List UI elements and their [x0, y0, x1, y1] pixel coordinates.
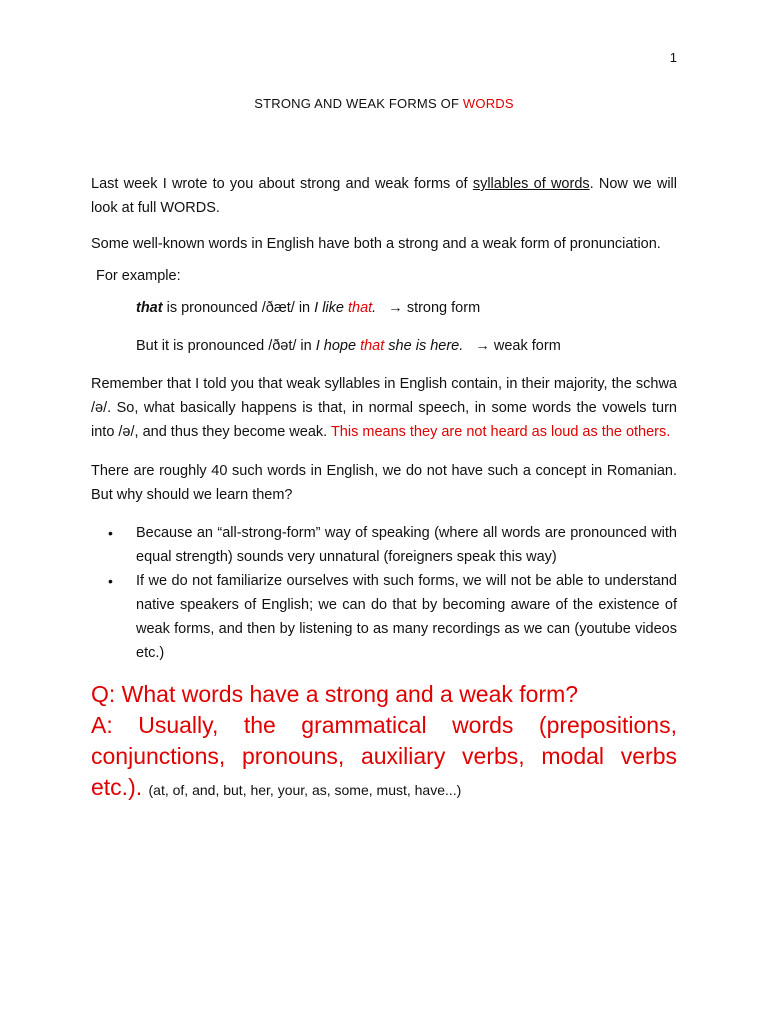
example-strong	[136, 296, 677, 320]
paragraph-definition: Some well-known words in English have both a strong and a weak form of pronunciation.	[91, 236, 661, 252]
list-item: • Because an “all-strong-form” way of speaking (where all words are pronounced with equal strength) sounds very unnatural (foreigners speak this way)	[136, 521, 677, 569]
example2-phrase-start: I hope	[315, 338, 361, 354]
title-highlight: WORDS	[462, 96, 514, 111]
reasons-list	[91, 521, 677, 665]
example-weak	[136, 334, 677, 358]
intro-after: . Now we will look at full WORDS.	[91, 176, 678, 216]
example2-phrase-end: she is here.	[384, 338, 464, 354]
example1-mid: is pronounced /ðæt/ in	[162, 300, 315, 316]
document-title	[0, 96, 768, 111]
document-body	[91, 172, 677, 806]
example1-phrase-end: .	[372, 300, 377, 316]
example1-phrase-start: I like	[314, 300, 348, 316]
question: Q: What words have a strong and a weak form?	[91, 681, 579, 707]
paragraph-count: There are roughly 40 such words in English, we do not have such a concept in Romanian. But why should we learn them?	[91, 463, 677, 503]
schwa-text: Remember that I told you that weak syllables in English contain, in their majority, the schwa /ə/. So, what basically happens is that, in normal speech, in some words the vowels turn into /ə/, and thus they become weak.	[91, 376, 677, 440]
example2-result: → weak form	[463, 338, 561, 354]
page-number: 1	[669, 50, 677, 65]
example-word: that	[136, 300, 163, 316]
example-label: For example:	[96, 268, 181, 284]
answer-examples: (at, of, and, but, her, your, as, some, must, have...)	[148, 782, 462, 798]
paragraph-intro	[91, 172, 677, 220]
example1-result: → strong form	[376, 300, 481, 316]
list-item: • If we do not familiarize ourselves with such forms, we will not be able to understand native speakers of English; we can do that by becoming aware of the existence of weak forms, and then by listening to as many recordings as we can (youtube videos etc.)	[136, 569, 677, 665]
paragraph-schwa	[91, 372, 677, 444]
intro-before: Last week I wrote to you about strong and weak forms of	[91, 176, 473, 192]
title-main: STRONG AND WEAK FORMS OF	[254, 96, 463, 111]
qa-section	[91, 679, 677, 806]
example2-phrase-red: that	[360, 338, 385, 354]
answer-text: A: Usually, the grammatical words (prepositions, conjunctions, pronouns, auxiliary verbs, modal verbs etc.).	[91, 712, 677, 800]
example2-start: But it is pronounced /ðət/ in	[136, 338, 316, 354]
answer	[91, 710, 677, 806]
example1-phrase-red: that	[347, 300, 373, 316]
intro-underlined: syllables of words	[472, 176, 590, 192]
schwa-red-text: This means they are not heard as loud as the others.	[330, 424, 671, 440]
